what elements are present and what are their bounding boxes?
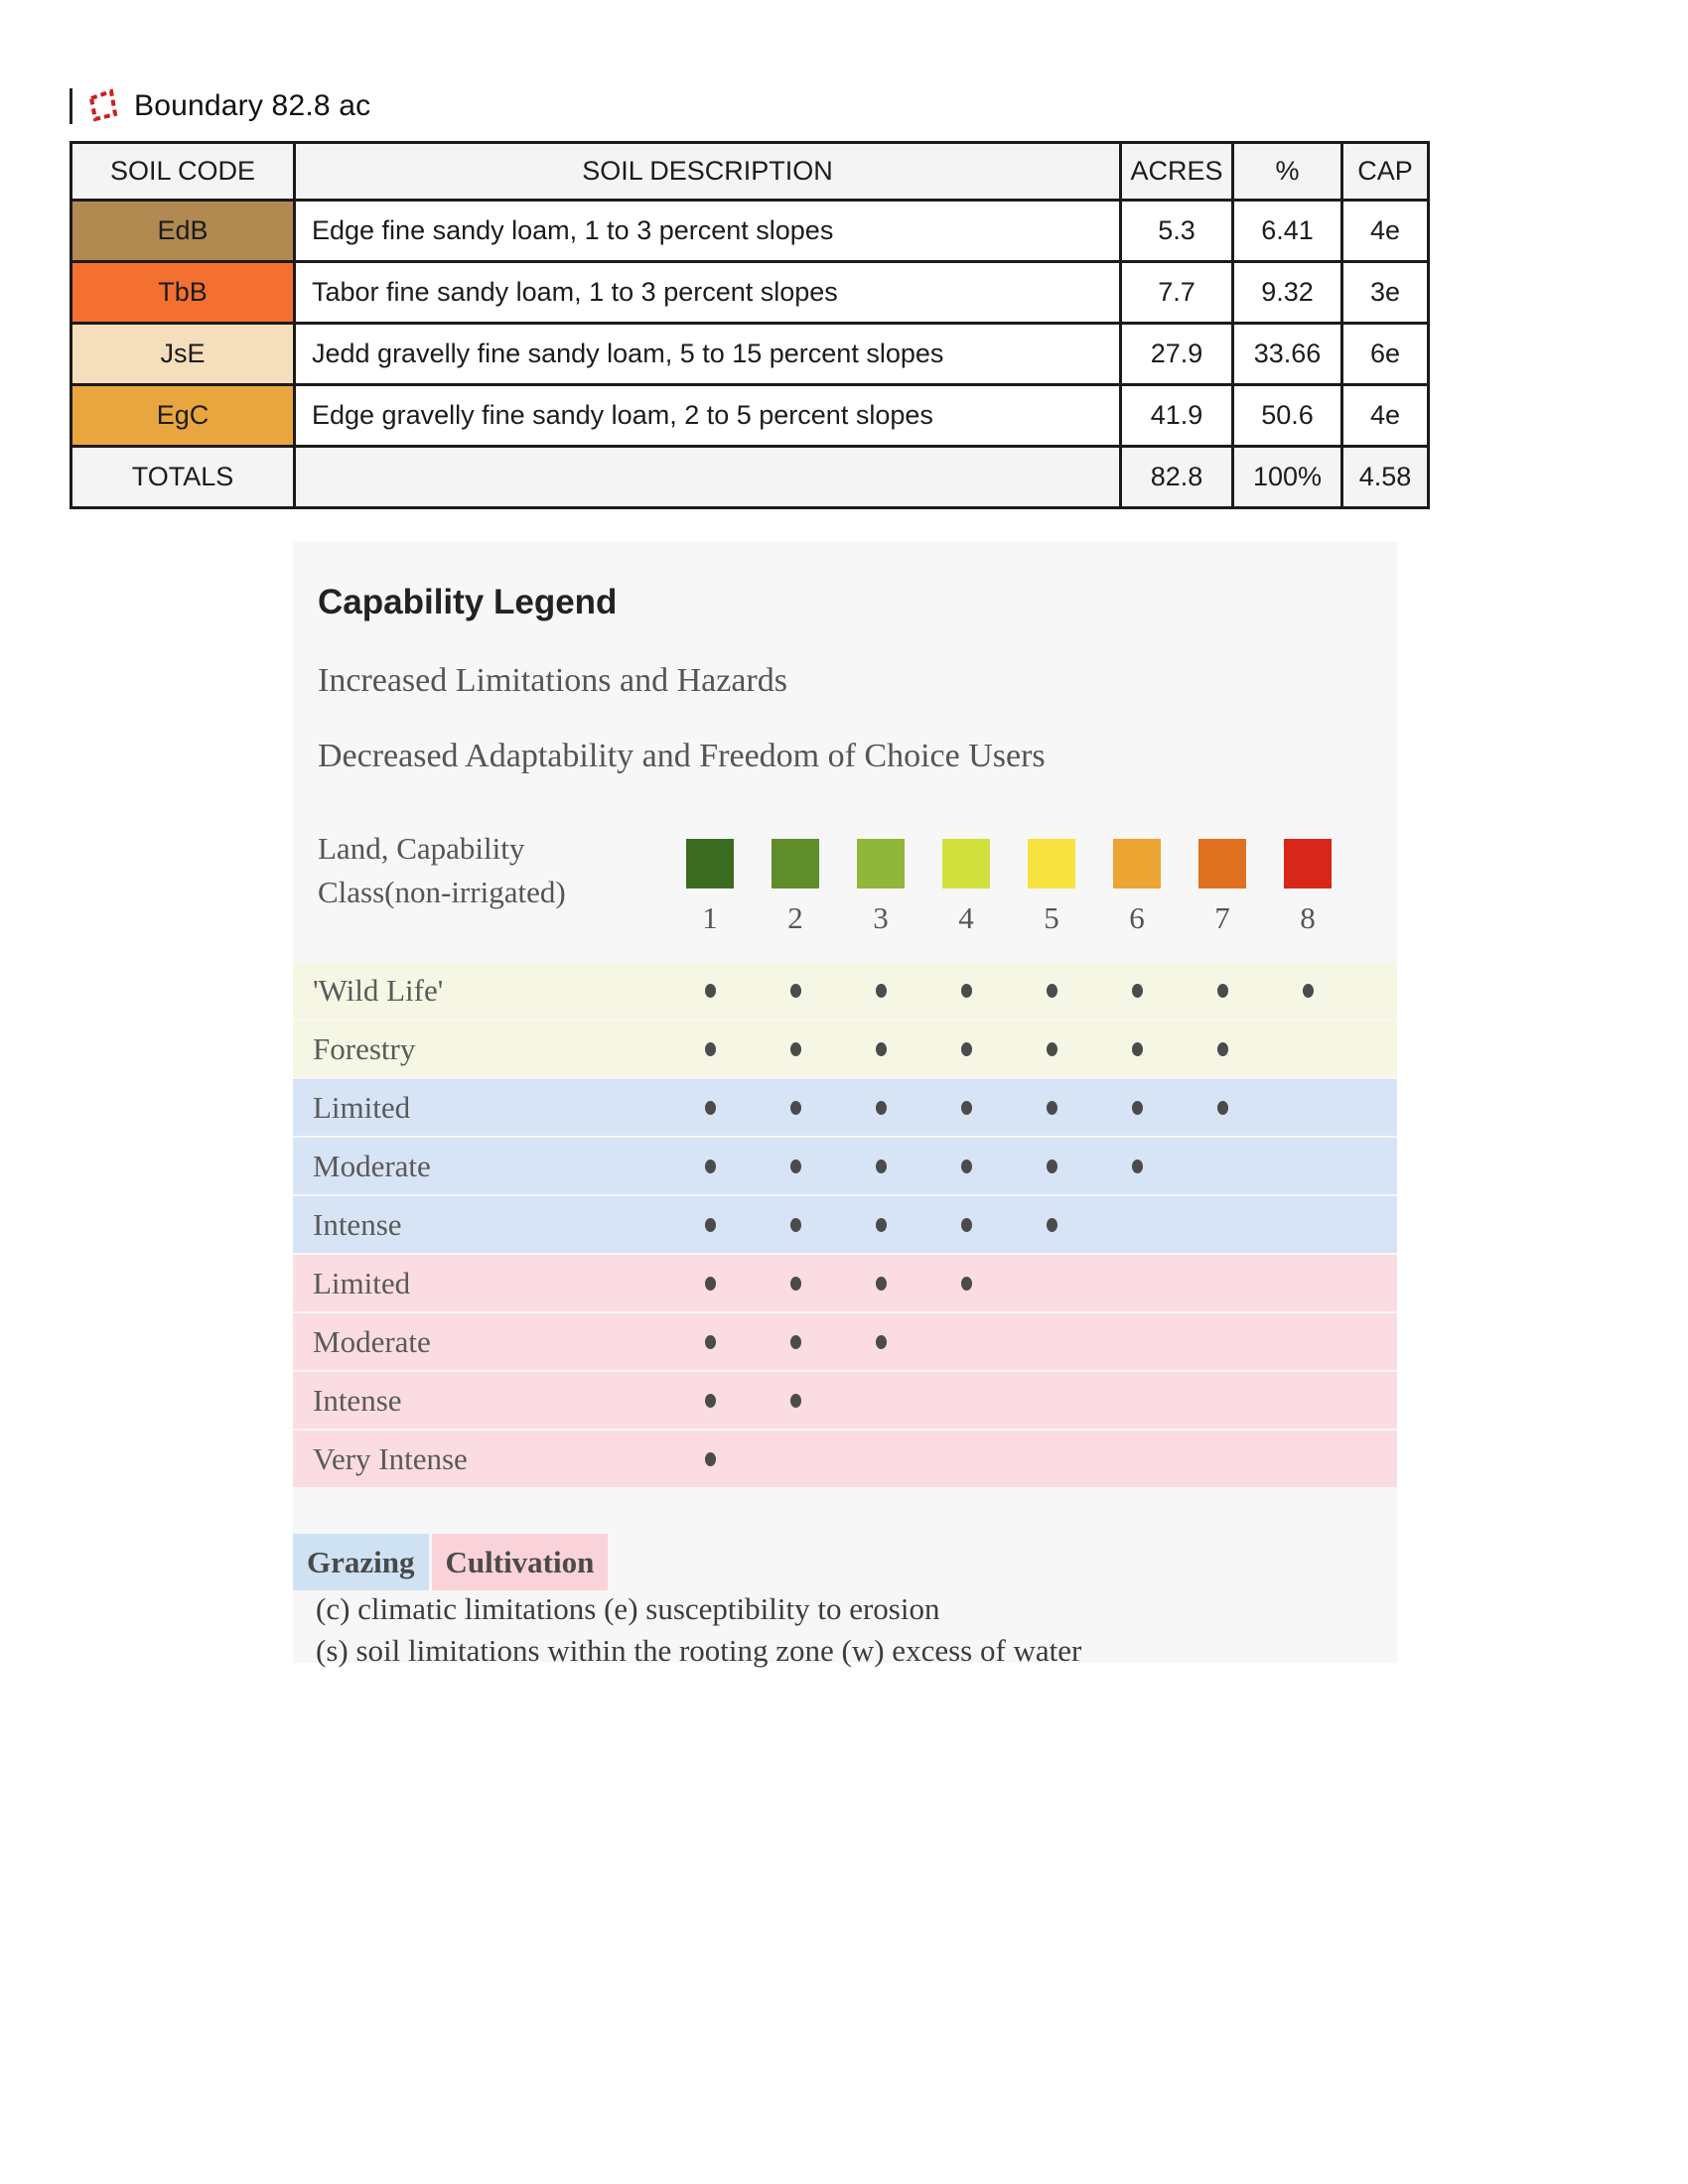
totals-cap: 4.58: [1342, 447, 1429, 508]
capability-dot: [876, 1160, 887, 1173]
table-row: [71, 201, 1429, 262]
legend-title: Capability Legend: [318, 583, 618, 621]
capability-dot: [1132, 1101, 1143, 1115]
soil-description-cell: Jedd gravelly fine sandy loam, 5 to 15 percent slopes: [295, 324, 1121, 385]
soil-description-cell: Edge gravelly fine sandy loam, 2 to 5 percent slopes: [295, 385, 1121, 447]
soil-cap-cell: 4e: [1342, 385, 1429, 447]
capability-dot: [705, 1218, 716, 1232]
capability-dot: [705, 1042, 716, 1056]
capability-dot: [1132, 1160, 1143, 1173]
soil-description-cell: Edge fine sandy loam, 1 to 3 percent slopes: [295, 201, 1121, 262]
capability-dot: [1047, 1042, 1057, 1056]
legend-row-label: Intense: [313, 1206, 402, 1242]
legend-row-forestry: [293, 1021, 1397, 1077]
soil-acres-cell: 27.9: [1121, 324, 1233, 385]
capability-dot: [790, 1335, 801, 1349]
capability-class-swatch-8: [1284, 839, 1332, 888]
totals-acres: 82.8: [1121, 447, 1233, 508]
capability-dot: [705, 1394, 716, 1408]
totals-description-cell: [295, 447, 1121, 508]
capability-class-number-3: 3: [873, 900, 889, 935]
column-header-percent: %: [1233, 143, 1342, 201]
capability-dot: [790, 984, 801, 998]
capability-dot: [961, 1218, 972, 1232]
capability-dot: [876, 1042, 887, 1056]
capability-dot: [876, 1277, 887, 1291]
capability-class-number-7: 7: [1214, 900, 1230, 935]
capability-class-swatch-5: [1028, 839, 1075, 888]
column-header-soil-description: SOIL DESCRIPTION: [295, 143, 1121, 201]
capability-dot: [790, 1160, 801, 1173]
capability-dot: [1217, 1042, 1228, 1056]
legend-row-label: Forestry: [313, 1030, 416, 1066]
capability-dot: [961, 1042, 972, 1056]
capability-dot: [1132, 984, 1143, 998]
capability-dot: [705, 1101, 716, 1115]
capability-class-swatch-6: [1113, 839, 1161, 888]
legend-row-label: Limited: [313, 1089, 411, 1125]
capability-class-number-4: 4: [958, 900, 974, 935]
soil-percent-cell: 33.66: [1233, 324, 1342, 385]
capability-dot: [1047, 1160, 1057, 1173]
table-row: [71, 324, 1429, 385]
soil-description-cell: Tabor fine sandy loam, 1 to 3 percent slopes: [295, 262, 1121, 324]
capability-dot: [876, 984, 887, 998]
capability-dot: [961, 1101, 972, 1115]
legend-footer-tags: [293, 1534, 608, 1590]
legend-subtitle-adaptability: Decreased Adaptability and Freedom of Choice Users: [318, 738, 1046, 774]
capability-dot: [1217, 1101, 1228, 1115]
legend-row-very-intense: [293, 1431, 1397, 1487]
column-header-cap: CAP: [1342, 143, 1429, 201]
capability-class-swatch-2: [772, 839, 819, 888]
capability-dot: [705, 1335, 716, 1349]
legend-row-moderate: [293, 1138, 1397, 1194]
capability-dot: [961, 1277, 972, 1291]
soil-percent-cell: 6.41: [1233, 201, 1342, 262]
capability-class-number-1: 1: [702, 900, 718, 935]
soil-summary-table: [70, 141, 1430, 509]
legend-subtitle-limitations: Increased Limitations and Hazards: [318, 662, 787, 699]
column-header-soil-code: SOIL CODE: [71, 143, 295, 201]
table-header-row: [71, 143, 1429, 201]
capability-dot: [705, 984, 716, 998]
capability-dot: [876, 1101, 887, 1115]
header-separator-bar: [70, 88, 72, 124]
legend-row-limited: [293, 1255, 1397, 1311]
capability-dot: [961, 1160, 972, 1173]
soil-acres-cell: 41.9: [1121, 385, 1233, 447]
capability-dot: [1047, 984, 1057, 998]
capability-class-swatch-4: [942, 839, 990, 888]
legend-row-label: 'Wild Life': [313, 972, 444, 1008]
capability-dot: [790, 1277, 801, 1291]
capability-dot: [961, 984, 972, 998]
capability-dot: [705, 1160, 716, 1173]
capability-class-label: [318, 827, 566, 914]
legend-footnote-1: (c) climatic limitations (e) susceptibility to erosion: [316, 1591, 940, 1626]
soil-cap-cell: 4e: [1342, 201, 1429, 262]
soil-percent-cell: 50.6: [1233, 385, 1342, 447]
legend-row-label: Intense: [313, 1382, 402, 1418]
boundary-header: [70, 87, 370, 125]
capability-class-label-line2: Class(non-irrigated): [318, 875, 566, 909]
capability-class-number-6: 6: [1129, 900, 1145, 935]
capability-dot: [1303, 984, 1314, 998]
boundary-polygon-icon: [84, 87, 122, 125]
capability-dot: [1217, 984, 1228, 998]
soil-code-cell: TbB: [71, 262, 295, 324]
soil-acres-cell: 5.3: [1121, 201, 1233, 262]
legend-row--wild-life-: [293, 962, 1397, 1019]
capability-class-number-5: 5: [1044, 900, 1059, 935]
capability-dot: [790, 1042, 801, 1056]
legend-row-intense: [293, 1196, 1397, 1253]
capability-dot: [1047, 1101, 1057, 1115]
capability-dot: [876, 1335, 887, 1349]
capability-dot: [790, 1101, 801, 1115]
totals-percent: 100%: [1233, 447, 1342, 508]
column-header-acres: ACRES: [1121, 143, 1233, 201]
legend-row-intense: [293, 1372, 1397, 1429]
legend-row-label: Moderate: [313, 1148, 431, 1183]
capability-dot: [790, 1394, 801, 1408]
legend-row-moderate: [293, 1313, 1397, 1370]
capability-dot: [705, 1452, 716, 1466]
soil-cap-cell: 6e: [1342, 324, 1429, 385]
page-title: Boundary 82.8 ac: [134, 89, 371, 122]
soil-code-cell: JsE: [71, 324, 295, 385]
capability-dot: [1047, 1218, 1057, 1232]
soil-cap-cell: 3e: [1342, 262, 1429, 324]
capability-dot: [705, 1277, 716, 1291]
soil-code-cell: EgC: [71, 385, 295, 447]
legend-row-label: Very Intense: [313, 1440, 468, 1476]
totals-label: TOTALS: [71, 447, 295, 508]
table-row: [71, 385, 1429, 447]
capability-class-number-2: 2: [787, 900, 803, 935]
capability-dot: [790, 1218, 801, 1232]
legend-row-label: Moderate: [313, 1323, 431, 1359]
capability-class-swatch-1: [686, 839, 734, 888]
legend-row-limited: [293, 1079, 1397, 1136]
legend-tag-cultivation: Cultivation: [432, 1534, 609, 1590]
capability-dot: [876, 1218, 887, 1232]
capability-class-number-8: 8: [1300, 900, 1316, 935]
capability-legend-panel: [293, 541, 1397, 1668]
table-row: [71, 262, 1429, 324]
table-totals-row: [71, 447, 1429, 508]
capability-class-swatch-7: [1198, 839, 1246, 888]
soil-acres-cell: 7.7: [1121, 262, 1233, 324]
soil-code-cell: EdB: [71, 201, 295, 262]
capability-class-swatch-3: [857, 839, 905, 888]
legend-footnote-2: (s) soil limitations within the rooting zone (w) excess of water: [316, 1633, 1082, 1668]
capability-class-label-line1: Land, Capability: [318, 831, 525, 866]
legend-row-label: Limited: [313, 1265, 411, 1300]
soil-percent-cell: 9.32: [1233, 262, 1342, 324]
legend-tag-grazing: Grazing: [293, 1534, 429, 1590]
capability-dot: [1132, 1042, 1143, 1056]
